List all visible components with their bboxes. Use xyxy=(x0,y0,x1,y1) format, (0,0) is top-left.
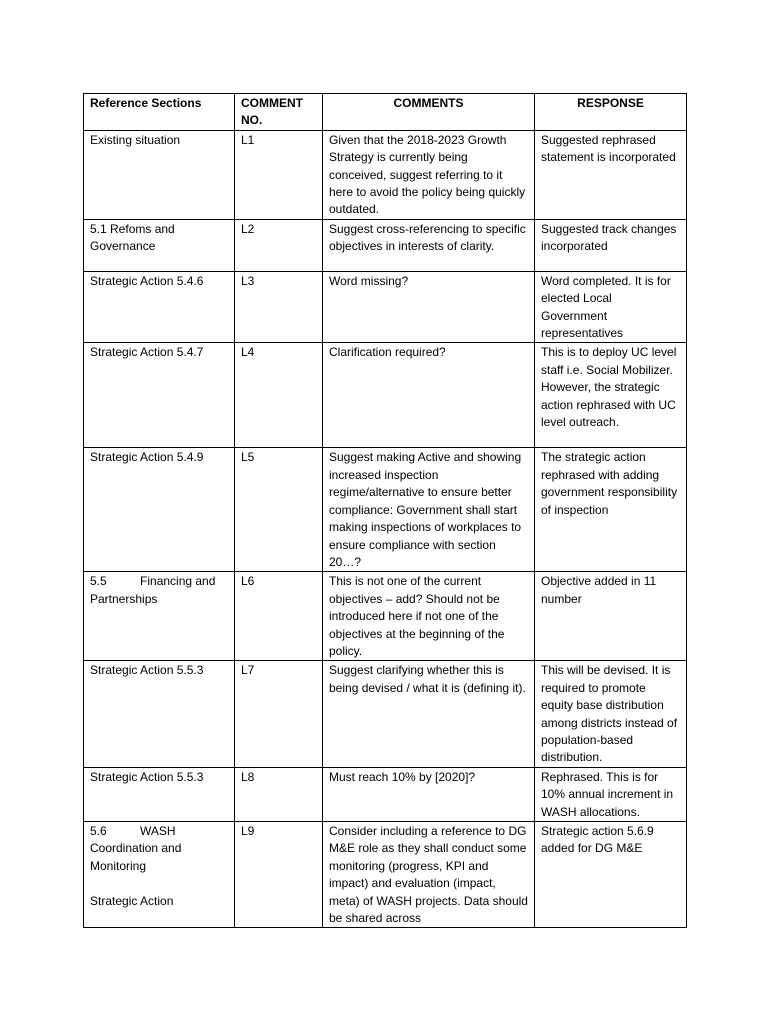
comments-response-table xyxy=(83,93,687,928)
row-comment-no: L7 xyxy=(235,661,323,767)
row-reference: Strategic Action 5.4.9 xyxy=(84,448,235,572)
row-response: Strategic action 5.6.9 added for DG M&E xyxy=(535,822,687,928)
header-reference-sections: Reference Sections xyxy=(84,94,235,131)
header-comments: COMMENTS xyxy=(323,94,535,131)
row-reference: 5.5 Financing and Partnerships xyxy=(84,572,235,661)
row-comment: Suggest clarifying whether this is being devised / what it is (defining it). xyxy=(323,661,535,767)
row-response: Rephrased. This is for 10% annual increment in WASH allocations. xyxy=(535,767,687,821)
table-row xyxy=(84,448,687,572)
row-comment: Clarification required? xyxy=(323,343,535,448)
table-row xyxy=(84,822,687,928)
table-row xyxy=(84,219,687,271)
table-row xyxy=(84,572,687,661)
row-comment: Consider including a reference to DG M&E role as they shall conduct some monitoring (progress, KPI and impact) and evaluation (impact, meta) of WASH projects. Data should be shared across xyxy=(323,822,535,928)
row-comment-no: L2 xyxy=(235,219,323,271)
row-comment: Suggest cross-referencing to specific objectives in interests of clarity. xyxy=(323,219,535,271)
header-response: RESPONSE xyxy=(535,94,687,131)
row-reference: Strategic Action 5.4.6 xyxy=(84,271,235,343)
row-comment-no: L5 xyxy=(235,448,323,572)
table-row xyxy=(84,767,687,821)
table-row xyxy=(84,271,687,343)
row-reference: 5.1 Refoms and Governance xyxy=(84,219,235,271)
row-comment: This is not one of the current objectives – add? Should not be introduced here if not one of the objectives at the beginning of the policy. xyxy=(323,572,535,661)
row-comment-no: L8 xyxy=(235,767,323,821)
row-comment: Suggest making Active and showing increased inspection regime/alternative to ensure better compliance: Government shall start making inspections of workplaces to ensure compliance with section 20…? xyxy=(323,448,535,572)
row-comment-no: L6 xyxy=(235,572,323,661)
row-reference: Strategic Action 5.5.3 xyxy=(84,661,235,767)
row-reference: Strategic Action 5.5.3 xyxy=(84,767,235,821)
row-comment: Word missing? xyxy=(323,271,535,343)
row-response: This will be devised. It is required to promote equity base distribution among districts instead of population-based distribution. xyxy=(535,661,687,767)
row-response: The strategic action rephrased with adding government responsibility of inspection xyxy=(535,448,687,572)
row-response: This is to deploy UC level staff i.e. Social Mobilizer. However, the strategic action rephrased with UC level outreach. xyxy=(535,343,687,448)
table-row xyxy=(84,130,687,219)
row-comment-no: L9 xyxy=(235,822,323,928)
row-reference: 5.6 WASH Coordination and Monitoring Strategic Action xyxy=(84,822,235,928)
row-response: Suggested track changes incorporated xyxy=(535,219,687,271)
row-comment: Given that the 2018-2023 Growth Strategy is currently being conceived, suggest referring to it here to avoid the policy being quickly outdated. xyxy=(323,130,535,219)
row-comment-no: L3 xyxy=(235,271,323,343)
table-header-row xyxy=(84,94,687,131)
row-response: Word completed. It is for elected Local Government representatives xyxy=(535,271,687,343)
row-reference: Strategic Action 5.4.7 xyxy=(84,343,235,448)
row-comment-no: L1 xyxy=(235,130,323,219)
table-row xyxy=(84,343,687,448)
row-comment: Must reach 10% by [2020]? xyxy=(323,767,535,821)
header-comment-no: COMMENT NO. xyxy=(235,94,323,131)
row-reference: Existing situation xyxy=(84,130,235,219)
table-row xyxy=(84,661,687,767)
row-comment-no: L4 xyxy=(235,343,323,448)
row-response: Suggested rephrased statement is incorporated xyxy=(535,130,687,219)
row-response: Objective added in 11 number xyxy=(535,572,687,661)
